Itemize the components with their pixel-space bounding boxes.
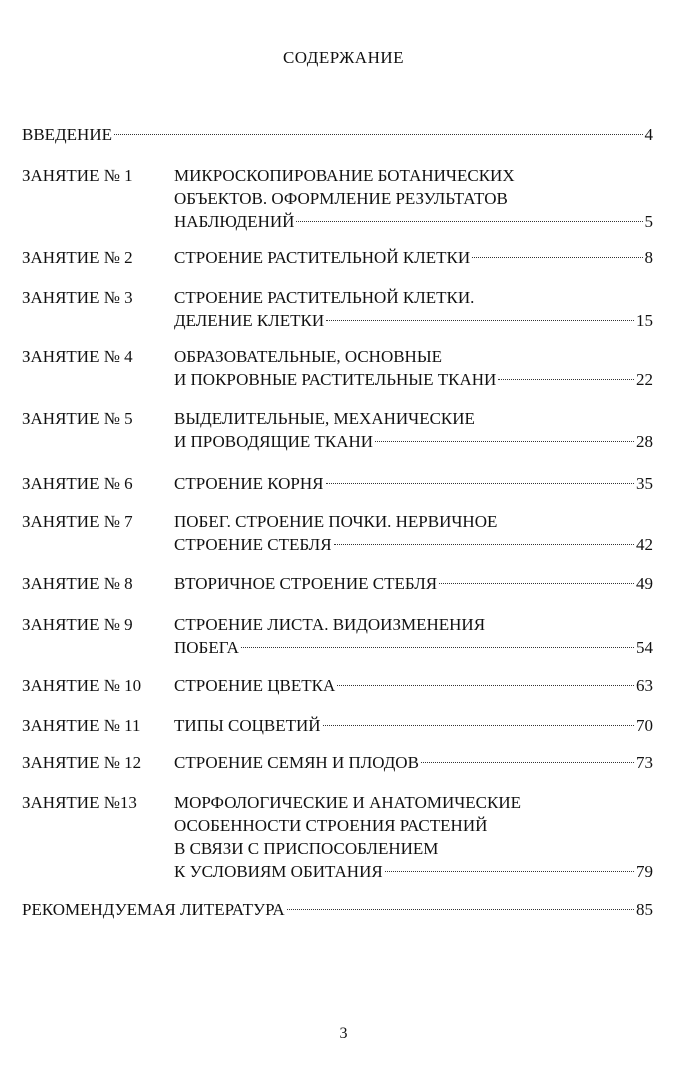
toc-entry-title-line: ВЫДЕЛИТЕЛЬНЫЕ, МЕХАНИЧЕСКИЕ [174, 409, 475, 428]
dot-leader [498, 379, 634, 380]
page-title: СОДЕРЖАНИЕ [282, 48, 405, 67]
dot-leader [385, 871, 634, 872]
dot-leader [326, 320, 634, 321]
toc-entry-page: 4 [644, 125, 653, 144]
dot-leader [334, 544, 634, 545]
toc-entry-title-line: ОБЪЕКТОВ. ОФОРМЛЕНИЕ РЕЗУЛЬТАТОВ [174, 189, 508, 208]
toc-entry-title-line: СТРОЕНИЕ ЦВЕТКА [174, 676, 336, 695]
dot-leader [114, 134, 643, 135]
dot-leader [375, 441, 634, 442]
toc-entry-title-line: НАБЛЮДЕНИЙ [174, 212, 295, 231]
dot-leader [296, 221, 642, 222]
dot-leader [421, 762, 634, 763]
toc-entry-title-line: СТРОЕНИЕ СЕМЯН И ПЛОДОВ [174, 753, 419, 772]
toc-entry-label: ЗАНЯТИЕ № 11 [22, 716, 141, 735]
dot-leader [337, 685, 634, 686]
toc-entry-title-line: СТРОЕНИЕ РАСТИТЕЛЬНОЙ КЛЕТКИ [174, 248, 471, 267]
toc-entry-page: 22 [636, 370, 653, 389]
toc-entry-page: 42 [636, 535, 653, 554]
toc-entry-label: ЗАНЯТИЕ № 8 [22, 574, 133, 593]
dot-leader [472, 257, 642, 258]
toc-entry-title-line: СТРОЕНИЕ РАСТИТЕЛЬНОЙ КЛЕТКИ. [174, 288, 475, 307]
page-number: 3 [339, 1025, 348, 1042]
dot-leader [241, 647, 634, 648]
toc-entry-label: ЗАНЯТИЕ № 6 [22, 474, 133, 493]
toc-entry-title-line: ОСОБЕННОСТИ СТРОЕНИЯ РАСТЕНИЙ [174, 816, 488, 835]
toc-entry-title-line: ТИПЫ СОЦВЕТИЙ [174, 716, 321, 735]
toc-entry-page: 54 [636, 638, 653, 657]
toc-entry-title-line: К УСЛОВИЯМ ОБИТАНИЯ [174, 862, 383, 881]
toc-entry-page: 63 [636, 676, 653, 695]
toc-entry-page: 28 [636, 432, 653, 451]
toc-entry-label: ЗАНЯТИЕ № 9 [22, 615, 133, 634]
toc-entry-title-line: ВВЕДЕНИЕ [22, 125, 112, 144]
toc-entry-title-line: ВТОРИЧНОЕ СТРОЕНИЕ СТЕБЛЯ [174, 574, 438, 593]
toc-entry-label: ЗАНЯТИЕ № 2 [22, 248, 133, 267]
toc-entry-label: ЗАНЯТИЕ № 3 [22, 288, 133, 307]
toc-entry-page: 5 [644, 212, 653, 231]
toc-entry-title-line: И ПОКРОВНЫЕ РАСТИТЕЛЬНЫЕ ТКАНИ [174, 370, 497, 389]
toc-entry-title-line: МОРФОЛОГИЧЕСКИЕ И АНАТОМИЧЕСКИЕ [174, 793, 522, 812]
toc-entry-page: 70 [636, 716, 653, 735]
toc-entry-label: ЗАНЯТИЕ № 4 [22, 347, 133, 366]
dot-leader [323, 725, 634, 726]
toc-entry-page: 79 [636, 862, 653, 881]
toc-entry-title-line: СТРОЕНИЕ ЛИСТА. ВИДОИЗМЕНЕНИЯ [174, 615, 486, 634]
toc-entry-page: 85 [636, 900, 653, 919]
dot-leader [287, 909, 634, 910]
toc-entry-page: 8 [644, 248, 653, 267]
toc-entry-page: 49 [636, 574, 653, 593]
toc-entry-title-line: ПОБЕГ. СТРОЕНИЕ ПОЧКИ. НЕРВИЧНОЕ [174, 512, 498, 531]
toc-entry-page: 35 [636, 474, 653, 493]
dot-leader [439, 583, 634, 584]
toc-entry-title-line: МИКРОСКОПИРОВАНИЕ БОТАНИЧЕСКИХ [174, 166, 515, 185]
toc-entry-label: ЗАНЯТИЕ №13 [22, 793, 137, 812]
toc-entry-title-line: В СВЯЗИ С ПРИСПОСОБЛЕНИЕМ [174, 839, 439, 858]
toc-entry-label: ЗАНЯТИЕ № 10 [22, 676, 142, 695]
toc-entry-title-line: РЕКОМЕНДУЕМАЯ ЛИТЕРАТУРА [22, 900, 285, 919]
toc-entry-title-line: ПОБЕГА [174, 638, 239, 657]
toc-entry-label: ЗАНЯТИЕ № 7 [22, 512, 133, 531]
toc-entry-title-line: ДЕЛЕНИЕ КЛЕТКИ [174, 311, 325, 330]
toc-entry-label: ЗАНЯТИЕ № 5 [22, 409, 133, 428]
toc-entry-title-line: СТРОЕНИЕ СТЕБЛЯ [174, 535, 332, 554]
toc-entry-title-line: СТРОЕНИЕ КОРНЯ [174, 474, 324, 493]
toc-entry-label: ЗАНЯТИЕ № 1 [22, 166, 133, 185]
dot-leader [326, 483, 635, 484]
toc-entry-title-line: ОБРАЗОВАТЕЛЬНЫЕ, ОСНОВНЫЕ [174, 347, 443, 366]
toc-entry-page: 15 [636, 311, 653, 330]
toc-entry-label: ЗАНЯТИЕ № 12 [22, 753, 142, 772]
toc-entry-title-line: И ПРОВОДЯЩИЕ ТКАНИ [174, 432, 374, 451]
toc-entry-page: 73 [636, 753, 653, 772]
